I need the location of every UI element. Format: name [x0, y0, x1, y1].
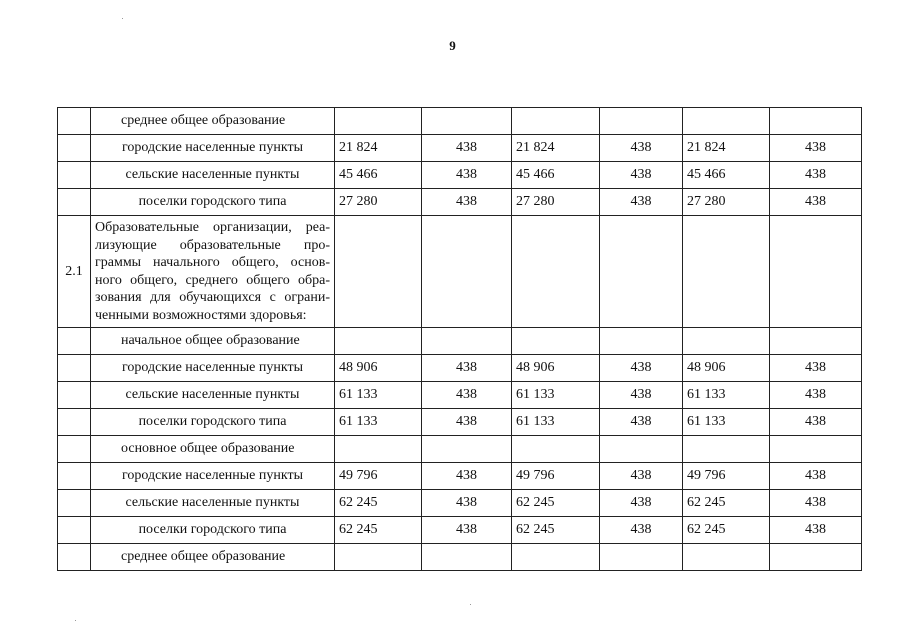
value-cell: [600, 216, 683, 328]
value-cell: 48 906: [683, 355, 770, 382]
value-cell: [770, 436, 862, 463]
table-row: [58, 108, 862, 135]
value-cell: 438: [422, 162, 512, 189]
scan-speck: [122, 18, 123, 19]
value-cell: 62 245: [683, 517, 770, 544]
value-cell: 438: [770, 162, 862, 189]
row-number: [58, 463, 91, 490]
value-cell: 45 466: [512, 162, 600, 189]
table-body: [58, 108, 862, 571]
value-cell: 62 245: [335, 517, 422, 544]
value-cell: 438: [422, 409, 512, 436]
value-cell: 27 280: [683, 189, 770, 216]
value-cell: [512, 544, 600, 571]
value-cell: 21 824: [683, 135, 770, 162]
scan-speck: [75, 620, 76, 621]
row-name: городские населенные пункты: [91, 463, 335, 490]
table-row: [58, 216, 862, 328]
row-name: среднее общее образование: [91, 108, 335, 135]
value-cell: [422, 328, 512, 355]
value-cell: 438: [770, 409, 862, 436]
value-cell: 438: [600, 162, 683, 189]
value-cell: [422, 216, 512, 328]
value-cell: 438: [600, 355, 683, 382]
value-cell: 438: [770, 382, 862, 409]
table-row: [58, 436, 862, 463]
row-number: [58, 382, 91, 409]
table-row: [58, 463, 862, 490]
value-cell: [335, 436, 422, 463]
value-cell: 438: [600, 409, 683, 436]
row-name: городские населенные пункты: [91, 355, 335, 382]
value-cell: 438: [422, 517, 512, 544]
value-cell: [683, 328, 770, 355]
value-cell: 438: [600, 382, 683, 409]
table-row: [58, 355, 862, 382]
row-name: сельские населенные пункты: [91, 382, 335, 409]
table-row: [58, 490, 862, 517]
value-cell: 438: [600, 463, 683, 490]
table-row: [58, 409, 862, 436]
value-cell: [683, 436, 770, 463]
value-cell: 61 133: [683, 382, 770, 409]
value-cell: 61 133: [683, 409, 770, 436]
value-cell: 438: [770, 135, 862, 162]
row-number: 2.1: [58, 216, 91, 328]
value-cell: 438: [422, 490, 512, 517]
value-cell: 438: [422, 135, 512, 162]
value-cell: [683, 544, 770, 571]
value-cell: [512, 216, 600, 328]
row-name: начальное общее образование: [91, 328, 335, 355]
table-row: [58, 135, 862, 162]
value-cell: 49 796: [512, 463, 600, 490]
row-number: [58, 409, 91, 436]
value-cell: [683, 108, 770, 135]
value-cell: 438: [770, 517, 862, 544]
scan-speck: [470, 604, 471, 605]
table-row: [58, 544, 862, 571]
row-number: [58, 517, 91, 544]
table-row: [58, 189, 862, 216]
value-cell: 438: [600, 135, 683, 162]
value-cell: 438: [770, 490, 862, 517]
value-cell: [335, 328, 422, 355]
table-row: [58, 382, 862, 409]
value-cell: 62 245: [512, 490, 600, 517]
value-cell: [600, 544, 683, 571]
row-number: [58, 162, 91, 189]
value-cell: 438: [770, 463, 862, 490]
value-cell: [600, 436, 683, 463]
value-cell: [335, 108, 422, 135]
value-cell: 438: [422, 382, 512, 409]
table-row: [58, 162, 862, 189]
value-cell: [512, 436, 600, 463]
value-cell: 49 796: [335, 463, 422, 490]
row-name: сельские населенные пункты: [91, 162, 335, 189]
value-cell: [770, 544, 862, 571]
value-cell: [422, 436, 512, 463]
row-number: [58, 189, 91, 216]
row-name: сельские населенные пункты: [91, 490, 335, 517]
value-cell: 62 245: [512, 517, 600, 544]
row-name: Образовательные организации, реа-лизующие образовательные про-граммы начального общего, основ-ного общего, среднего общего обра-зования для обучающихся с ограни-ченными возможностями здоровья:: [91, 216, 335, 328]
value-cell: [512, 328, 600, 355]
value-cell: 438: [422, 189, 512, 216]
value-cell: [770, 328, 862, 355]
row-number: [58, 328, 91, 355]
value-cell: 61 133: [335, 382, 422, 409]
value-cell: [600, 328, 683, 355]
value-cell: 27 280: [512, 189, 600, 216]
value-cell: 61 133: [512, 409, 600, 436]
value-cell: [422, 108, 512, 135]
row-number: [58, 355, 91, 382]
row-name: среднее общее образование: [91, 544, 335, 571]
value-cell: 438: [770, 189, 862, 216]
table-row: [58, 517, 862, 544]
value-cell: [335, 216, 422, 328]
value-cell: 45 466: [683, 162, 770, 189]
value-cell: [335, 544, 422, 571]
value-cell: 438: [422, 355, 512, 382]
row-number: [58, 108, 91, 135]
value-cell: [422, 544, 512, 571]
value-cell: 438: [600, 490, 683, 517]
value-cell: 438: [600, 189, 683, 216]
value-cell: [770, 216, 862, 328]
value-cell: [600, 108, 683, 135]
value-cell: 45 466: [335, 162, 422, 189]
row-name: основное общее образование: [91, 436, 335, 463]
row-name: городские населенные пункты: [91, 135, 335, 162]
row-name: поселки городского типа: [91, 409, 335, 436]
value-cell: 62 245: [335, 490, 422, 517]
value-cell: [683, 216, 770, 328]
norms-table: [57, 107, 862, 571]
row-number: [58, 135, 91, 162]
table-row: [58, 328, 862, 355]
row-number: [58, 490, 91, 517]
row-number: [58, 544, 91, 571]
value-cell: 438: [600, 517, 683, 544]
row-name: поселки городского типа: [91, 517, 335, 544]
value-cell: 49 796: [683, 463, 770, 490]
value-cell: 62 245: [683, 490, 770, 517]
value-cell: 438: [770, 355, 862, 382]
value-cell: 27 280: [335, 189, 422, 216]
page-number: 9: [449, 38, 456, 53]
value-cell: 48 906: [335, 355, 422, 382]
value-cell: 61 133: [512, 382, 600, 409]
value-cell: 438: [422, 463, 512, 490]
value-cell: 48 906: [512, 355, 600, 382]
value-cell: [512, 108, 600, 135]
value-cell: 21 824: [512, 135, 600, 162]
row-number: [58, 436, 91, 463]
row-name: поселки городского типа: [91, 189, 335, 216]
value-cell: 61 133: [335, 409, 422, 436]
value-cell: [770, 108, 862, 135]
value-cell: 21 824: [335, 135, 422, 162]
